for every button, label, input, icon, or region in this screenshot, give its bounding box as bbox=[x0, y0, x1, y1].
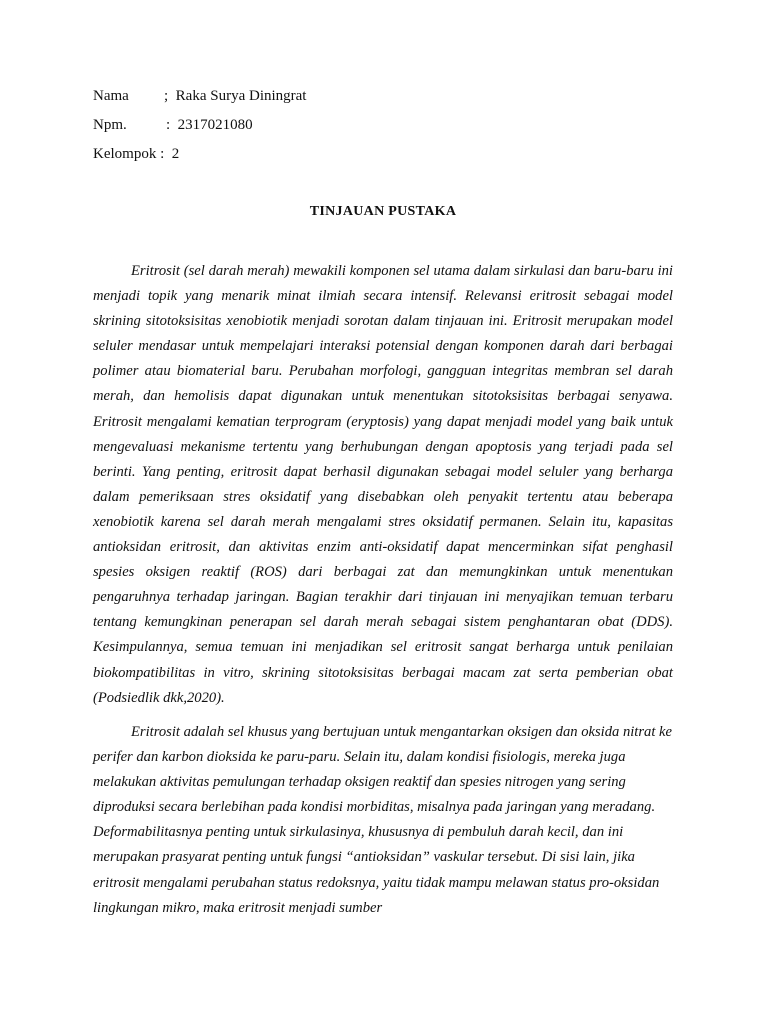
npm-line bbox=[93, 115, 253, 135]
kelompok-value: 2 bbox=[171, 146, 180, 162]
npm-value: 2317021080 bbox=[177, 117, 253, 133]
paragraph-1: Eritrosit (sel darah merah) mewakili komponen sel utama dalam sirkulasi dan baru-baru ini menjadi topik yang menarik minat ilmiah secara intensif. Relevansi eritrosit sebagai model skrining sitotoksisitas xenobiotik menjadi sorotan dalam tinjauan ini. Eritrosit merupakan model seluler mendasar untuk mempelajari interaksi potensial dengan komponen darah dari berbagai polimer atau biomaterial baru. Perubahan morfologi, gangguan integritas membran sel darah merah, dan hemolisis dapat digunakan untuk menentukan sitotoksisitas berbagai senyawa. Eritrosit mengalami kematian terprogram (eryptosis) yang dapat menjadi model yang baik untuk mengevaluasi mekanisme tertentu yang berhubungan dengan apoptosis yang terjadi pada sel berinti. Yang penting, eritrosit dapat berhasil digunakan sebagai model seluler yang berharga dalam pemeriksaan stres oksidatif yang disebabkan oleh penyakit tertentu atau beberapa xenobiotik karena sel darah merah mengalami stres oksidatif permanen. Selain itu, kapasitas antioksidan eritrosit, dan aktivitas enzim anti-oksidatif dapat mencerminkan sifat penghasil spesies oksigen reaktif (ROS) dari berbagai zat dan memungkinkan untuk menentukan pengaruhnya terhadap jaringan. Bagian terakhir dari tinjauan ini menyajikan temuan terbaru tentang kemungkinan penerapan sel darah merah sebagai sistem penghantaran obat (DDS). Kesimpulannya, semua temuan ini menjadikan sel eritrosit sangat berharga untuk penilaian biokompatibilitas in vitro, skrining sitotoksisitas berbagai macam zat serta pemberian obat (Podsiedlik dkk,2020). bbox=[93, 263, 673, 706]
section-title: TINJAUAN PUSTAKA bbox=[309, 204, 457, 219]
nama-value: Raka Surya Diningrat bbox=[175, 88, 307, 104]
nama-label: Nama bbox=[93, 88, 129, 104]
paragraph-2: Eritrosit adalah sel khusus yang bertujuan untuk mengantarkan oksigen dan oksida nitrat ke perifer dan karbon dioksida ke paru-paru. Selain itu, dalam kondisi fisiologis, mereka juga melakukan aktivitas pemulungan terhadap oksigen reaktif dan spesies nitrogen yang sering diproduksi secara berlebihan pada kondisi morbiditas, misalnya pada jaringan yang meradang. Deformabilitasnya penting untuk sirkulasinya, khususnya di pembuluh darah kecil, dan ini merupakan prasyarat penting untuk fungsi “antioksidan” vaskular tersebut. Di sisi lain, jika eritrosit mengalami perubahan status redoksnya, yaitu tidak mampu melawan status pro-oksidan lingkungan mikro, maka eritrosit menjadi sumber bbox=[93, 724, 672, 916]
nama-separator: ; bbox=[164, 88, 169, 104]
kelompok-line bbox=[93, 144, 179, 164]
nama-line bbox=[93, 86, 306, 106]
npm-separator: : bbox=[166, 117, 171, 133]
kelompok-label: Kelompok : bbox=[93, 146, 165, 162]
npm-label: Npm. bbox=[93, 117, 127, 133]
